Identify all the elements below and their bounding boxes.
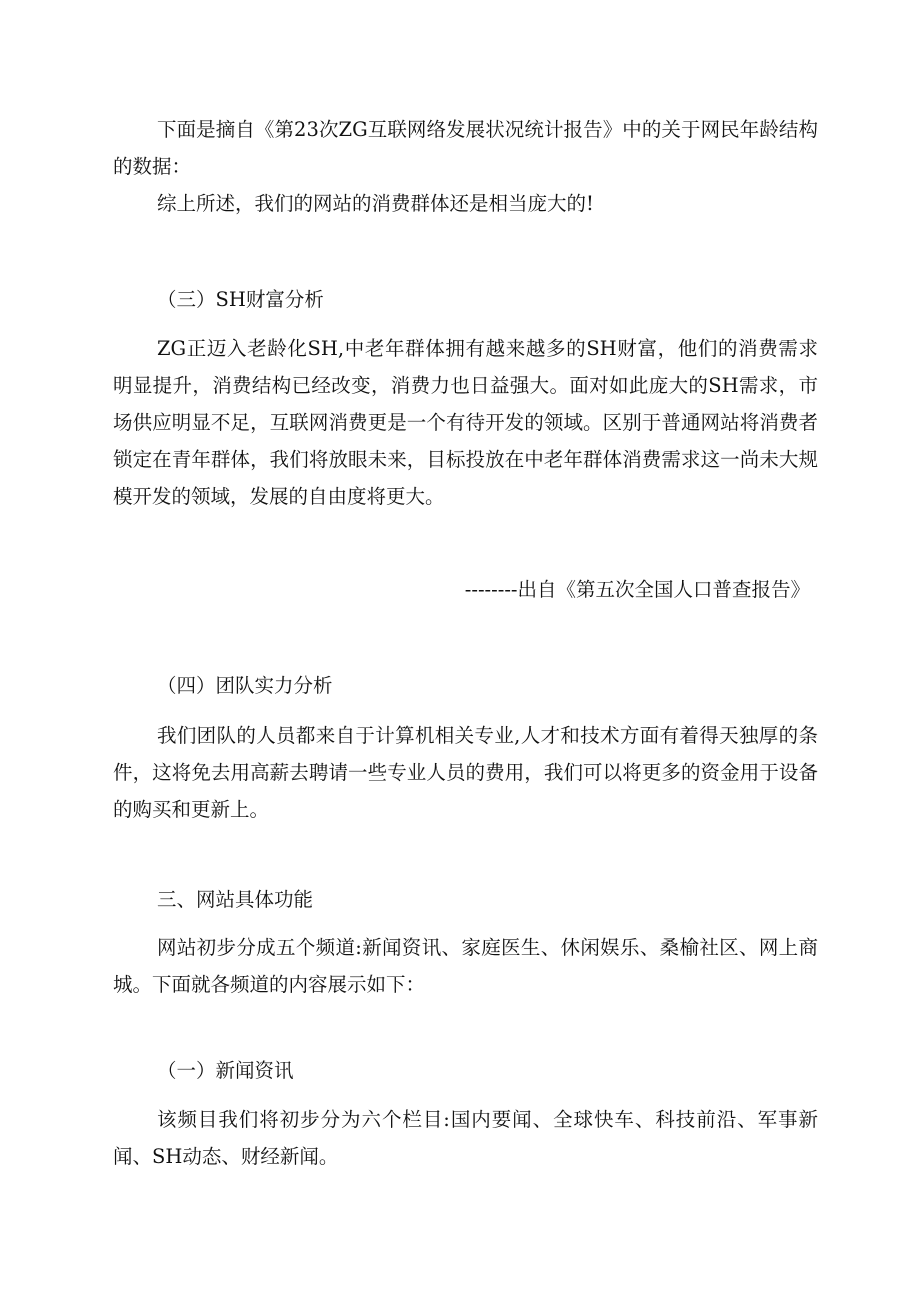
part-3-paragraph: 网站初步分成五个频道:新闻资讯、家庭医生、休闲娱乐、桑榆社区、网上商城。下面就各频道的内容展示如下： — [113, 936, 818, 996]
news-heading: （一）新闻资讯 — [157, 1059, 294, 1082]
news-paragraph: 该频目我们将初步分为六个栏目:国内要闻、全球快车、科技前沿、军事新闻、SH动态、财经新闻。 — [113, 1108, 818, 1168]
part-3-heading: 三、网站具体功能 — [157, 888, 314, 911]
section-3-source: --------出自《第五次全国人口普查报告》 — [464, 578, 810, 601]
summary-paragraph: 综上所述，我们的网站的消费群体还是相当庞大的! — [157, 192, 594, 215]
section-3-heading: （三）SH财富分析 — [157, 288, 324, 311]
section-4-heading: （四）团队实力分析 — [157, 674, 333, 697]
section-3-paragraph: ZG正迈入老龄化SH,中老年群体拥有越来越多的SH财富，他们的消费需求明显提升，消费结构已经改变，消费力也日益强大。面对如此庞大的SH需求，市场供应明显不足，互联网消费更是一个有待开发的领域。区别于普通网站将消费者锁定在青年群体，我们将放眼未来，目标投放在中老年群体消费需求这一尚未大规模开发的领域，发展的自由度将更大。 — [113, 337, 818, 508]
intro-paragraph: 下面是摘自《第23次ZG互联网络发展状况统计报告》中的关于网民年龄结构的数据： — [113, 118, 818, 178]
section-4-paragraph: 我们团队的人员都来自于计算机相关专业,人才和技术方面有着得天独厚的条件，这将免去用高薪去聘请一些专业人员的费用，我们可以将更多的资金用于设备的购买和更新上。 — [113, 724, 818, 821]
